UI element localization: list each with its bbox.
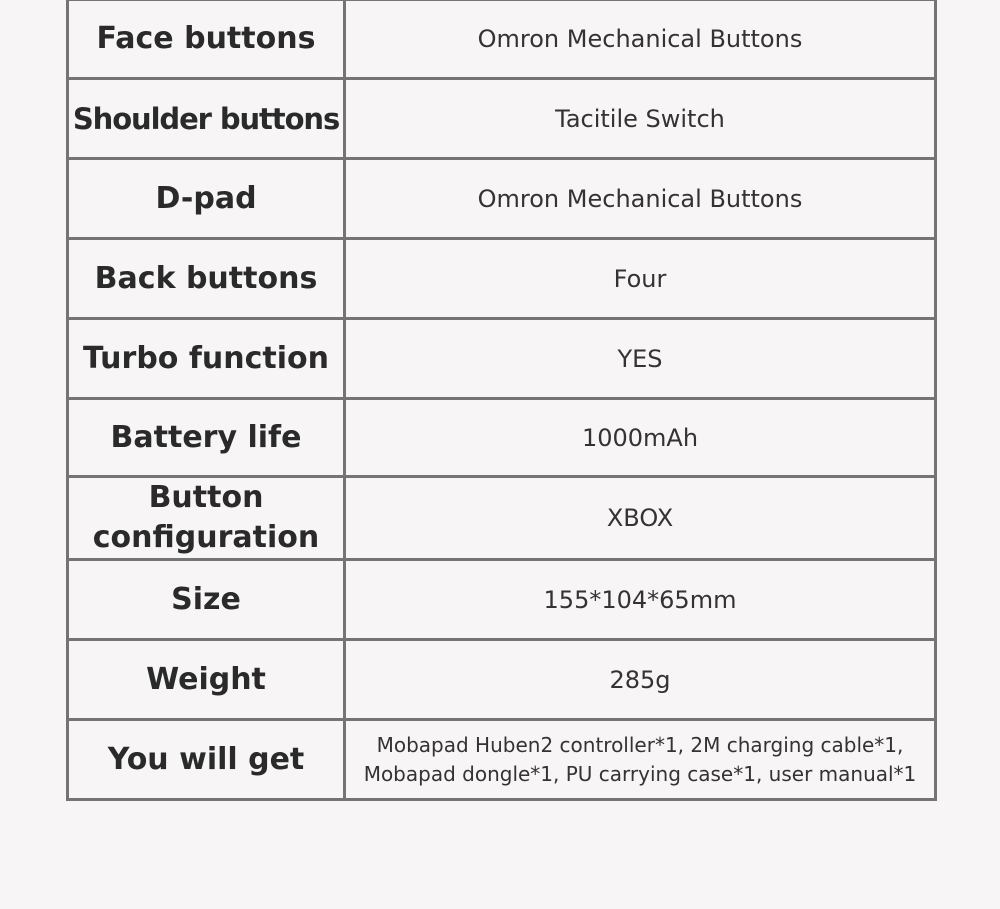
table-row xyxy=(68,159,936,239)
table-row xyxy=(68,399,936,477)
spec-value: 155*104*65mm xyxy=(345,560,936,640)
spec-value: 1000mAh xyxy=(345,399,936,477)
table-row xyxy=(68,477,936,560)
spec-label-line: configuration xyxy=(92,520,320,555)
spec-value: Tacitile Switch xyxy=(345,79,936,159)
spec-value-line: Mobapad Huben2 controller*1, 2M charging cable*1, xyxy=(376,732,904,757)
spec-value: XBOX xyxy=(345,477,936,560)
spec-value: YES xyxy=(345,319,936,399)
spec-value xyxy=(345,720,936,800)
spec-label: You will get xyxy=(68,720,345,800)
spec-label: Back buttons xyxy=(68,239,345,319)
table-row xyxy=(68,319,936,399)
spec-value: Omron Mechanical Buttons xyxy=(345,0,936,79)
spec-table xyxy=(66,0,937,801)
spec-label: Size xyxy=(68,560,345,640)
spec-value: 285g xyxy=(345,640,936,720)
spec-label: Face buttons xyxy=(68,0,345,79)
table-row xyxy=(68,0,936,79)
spec-label-line: Button xyxy=(148,480,264,515)
spec-label: Weight xyxy=(68,640,345,720)
spec-value: Four xyxy=(345,239,936,319)
spec-value: Omron Mechanical Buttons xyxy=(345,159,936,239)
spec-label: Battery life xyxy=(68,399,345,477)
table-row xyxy=(68,640,936,720)
spec-label: D-pad xyxy=(68,159,345,239)
spec-label xyxy=(68,477,345,560)
table-row xyxy=(68,560,936,640)
table-row xyxy=(68,720,936,800)
spec-value-line: Mobapad dongle*1, PU carrying case*1, user manual*1 xyxy=(363,761,917,786)
table-row xyxy=(68,79,936,159)
spec-label: Turbo function xyxy=(68,319,345,399)
table-row xyxy=(68,239,936,319)
spec-label: Shoulder buttons xyxy=(68,79,345,159)
